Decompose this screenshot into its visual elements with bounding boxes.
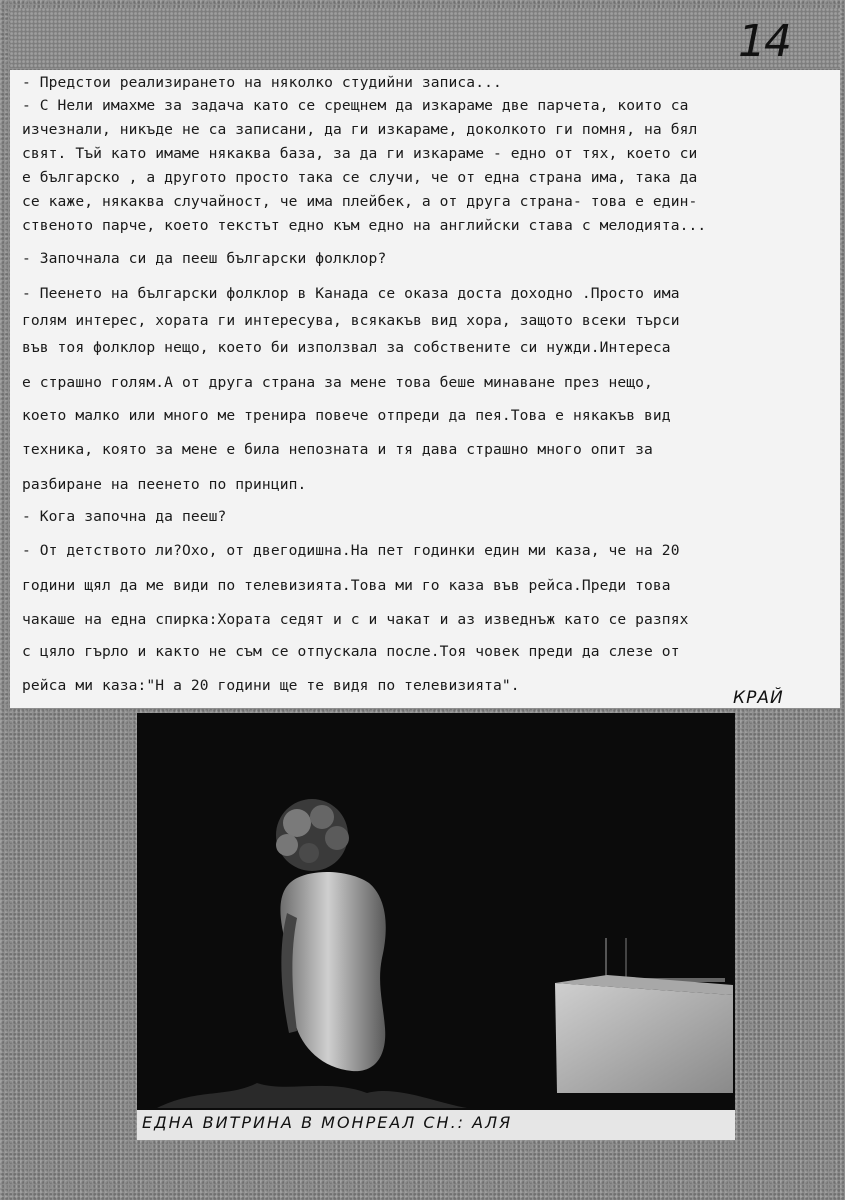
article-line: което малко или много ме тренира повече отпреди да пея.Това е някакъв вид xyxy=(22,407,671,424)
article-line: - От детството ли?Охо, от двегодишна.На пет годинки един ми каза, че на 20 xyxy=(22,542,680,559)
article-line: голям интерес, хората ги интересува, всякакъв вид хора, защото всеки търси xyxy=(22,312,680,329)
article-line: - Кога започна да пееш? xyxy=(22,508,227,525)
article-line: е страшно голям.А от друга страна за мене това беше минаване през нещо, xyxy=(22,374,653,391)
article-line: - С Нели имахме за задача като се срещнем да изкараме две парчета, които са xyxy=(22,97,689,114)
article-line: техника, която за мене е била непозната и тя дава страшно много опит за xyxy=(22,441,653,458)
article-line: ственото парче, което текстът едно към едно на английски става с мелодията... xyxy=(22,217,707,234)
top-strip xyxy=(10,8,840,68)
article-line: години щял да ме види по телевизията.Това ми го каза във рейса.Преди това xyxy=(22,577,671,594)
article-line: - Започнала си да пееш български фолклор? xyxy=(22,250,387,267)
article-line: свят. Тъй като имаме някаква база, за да ги изкараме - едно от тях, което си xyxy=(22,145,698,162)
article-line: чакаше на една спирка:Хората седят и с и чакат и аз изведнъж като се разпях xyxy=(22,611,689,628)
article-line: се каже, някаква случайност, че има плейбек, а от друга страна- това е един- xyxy=(22,193,698,210)
article-line: рейса ми каза:"Н а 20 години ще те видя по телевизията". xyxy=(22,677,520,694)
article-line: във тоя фолклор нещо, което би използвал за собствените си нужди.Интереса xyxy=(22,339,671,356)
photo-image xyxy=(137,713,735,1110)
article-line: с цяло гърло и както не съм се отпускала после.Тоя човек преди да слезе от xyxy=(22,643,680,660)
article-line: е българско , а другото просто така се случи, че от една страна има, така да xyxy=(22,169,698,186)
photo-caption: ЕДНА ВИТРИНА В МОНРЕАЛ СН.: АЛЯ xyxy=(142,1113,513,1132)
article-line: - Пеенето на български фолклор в Канада се оказа доста доходно .Просто има xyxy=(22,285,680,302)
article-line: - Предстои реализирането на няколко студийни записа... xyxy=(22,74,502,91)
photo xyxy=(137,713,735,1110)
article-line: изчезнали, никъде не са записани, да ги изкараме, доколкото ги помня, на бял xyxy=(22,121,698,138)
end-mark: КРАЙ xyxy=(733,688,784,708)
article-line: разбиране на пеенето по принцип. xyxy=(22,476,307,493)
page-number: 14 xyxy=(738,16,790,67)
